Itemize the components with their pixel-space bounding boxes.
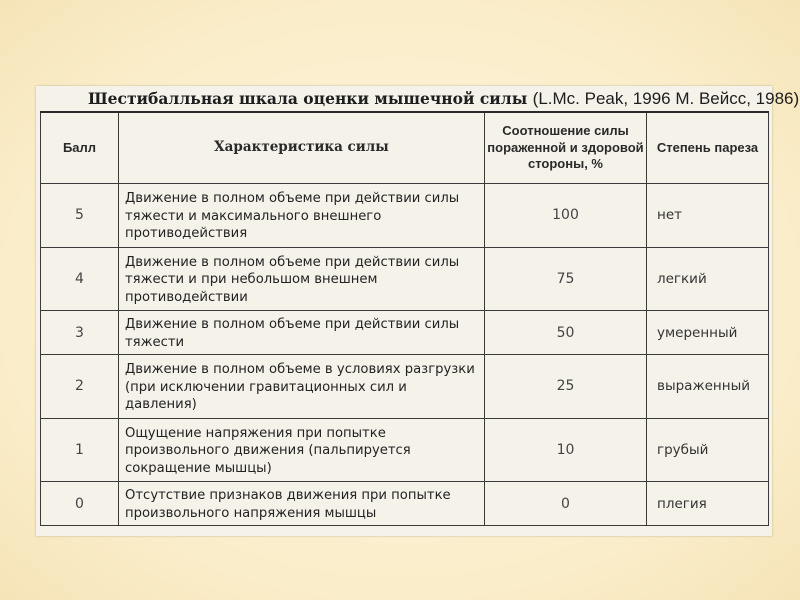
header-paresis-degree: Степень пареза [647,112,769,184]
table-caption [88,89,799,109]
score-cell: 4 [41,247,119,311]
ratio-cell: 25 [485,354,647,418]
ratio-cell: 10 [485,418,647,482]
table-row [41,311,769,355]
scanned-table-image [36,86,800,536]
description-cell: Движение в полном объеме при действии силы тяжести и максимального внешнего противодействия [119,184,485,248]
table-row [41,184,769,248]
paresis-cell: выраженный [647,354,769,418]
paresis-cell: плегия [647,482,769,526]
description-cell: Отсутствие признаков движения при попытке произвольного напряжения мышцы [119,482,485,526]
score-cell: 3 [41,311,119,355]
description-cell: Движение в полном объеме при действии силы тяжести [119,311,485,355]
paresis-cell: грубый [647,418,769,482]
caption-citation: (L.Mc. Peak, 1996 М. Вейсс, 1986) [532,89,800,108]
table-row [41,247,769,311]
caption-title: Шестибалльная шкала оценки мышечной силы [88,89,528,108]
ratio-cell: 50 [485,311,647,355]
header-ratio: Соотношение силы пораженной и здоровой стороны, % [485,112,647,184]
description-cell: Ощущение напряжения при попытке произвольного движения (пальпируется сокращение мышцы) [119,418,485,482]
description-cell: Движение в полном объеме при действии силы тяжести и при небольшом внешнем противодействии [119,247,485,311]
score-cell: 5 [41,184,119,248]
table-row [41,418,769,482]
header-score: Балл [41,112,119,184]
paresis-cell: легкий [647,247,769,311]
description-cell: Движение в полном объеме в условиях разгрузки (при исключении гравитационных сил и давления) [119,354,485,418]
score-cell: 0 [41,482,119,526]
table-row [41,482,769,526]
score-cell: 2 [41,354,119,418]
paresis-cell: умеренный [647,311,769,355]
paresis-cell: нет [647,184,769,248]
header-characteristic: Характеристика силы [119,112,485,184]
table-row [41,354,769,418]
ratio-cell: 0 [485,482,647,526]
score-cell: 1 [41,418,119,482]
muscle-strength-table [40,111,769,526]
ratio-cell: 75 [485,247,647,311]
header-row [41,112,769,184]
ratio-cell: 100 [485,184,647,248]
